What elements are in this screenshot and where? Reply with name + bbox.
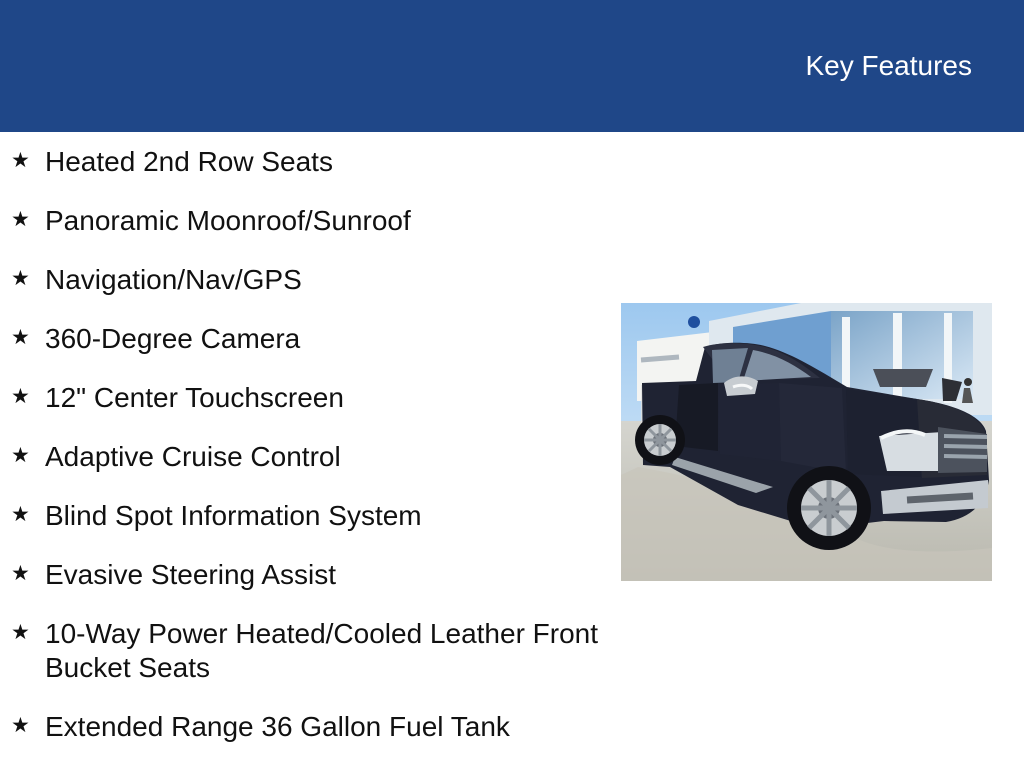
feature-label: 360-Degree Camera <box>45 323 301 354</box>
feature-label: 12" Center Touchscreen <box>45 382 344 413</box>
list-item <box>0 145 600 179</box>
pickup-truck-illustration <box>621 303 992 581</box>
list-item <box>0 381 600 415</box>
feature-label: Heated 2nd Row Seats <box>45 146 333 177</box>
star-icon: ★ <box>11 149 30 172</box>
feature-label: Blind Spot Information System <box>45 500 422 531</box>
page-header <box>0 0 1024 132</box>
star-icon: ★ <box>11 444 30 467</box>
star-icon: ★ <box>11 267 30 290</box>
page-title: Key Features <box>805 50 972 81</box>
vehicle-photo <box>621 303 992 581</box>
list-item <box>0 558 600 592</box>
list-item <box>0 322 600 356</box>
star-icon: ★ <box>11 714 30 737</box>
star-icon: ★ <box>11 621 30 644</box>
star-icon: ★ <box>11 562 30 585</box>
feature-list <box>0 145 600 769</box>
feature-label: Adaptive Cruise Control <box>45 441 341 472</box>
star-icon: ★ <box>11 503 30 526</box>
star-icon: ★ <box>11 385 30 408</box>
list-item <box>0 204 600 238</box>
feature-label: 10-Way Power Heated/Cooled Leather Front Bucket Seats <box>45 618 599 683</box>
list-item <box>0 499 600 533</box>
list-item <box>0 263 600 297</box>
list-item <box>0 710 600 744</box>
feature-label: Navigation/Nav/GPS <box>45 264 302 295</box>
feature-label: Extended Range 36 Gallon Fuel Tank <box>45 711 510 742</box>
star-icon: ★ <box>11 208 30 231</box>
feature-label: Evasive Steering Assist <box>45 559 337 590</box>
list-item <box>0 440 600 474</box>
star-icon: ★ <box>11 326 30 349</box>
list-item <box>0 617 600 685</box>
feature-label: Panoramic Moonroof/Sunroof <box>45 205 411 236</box>
